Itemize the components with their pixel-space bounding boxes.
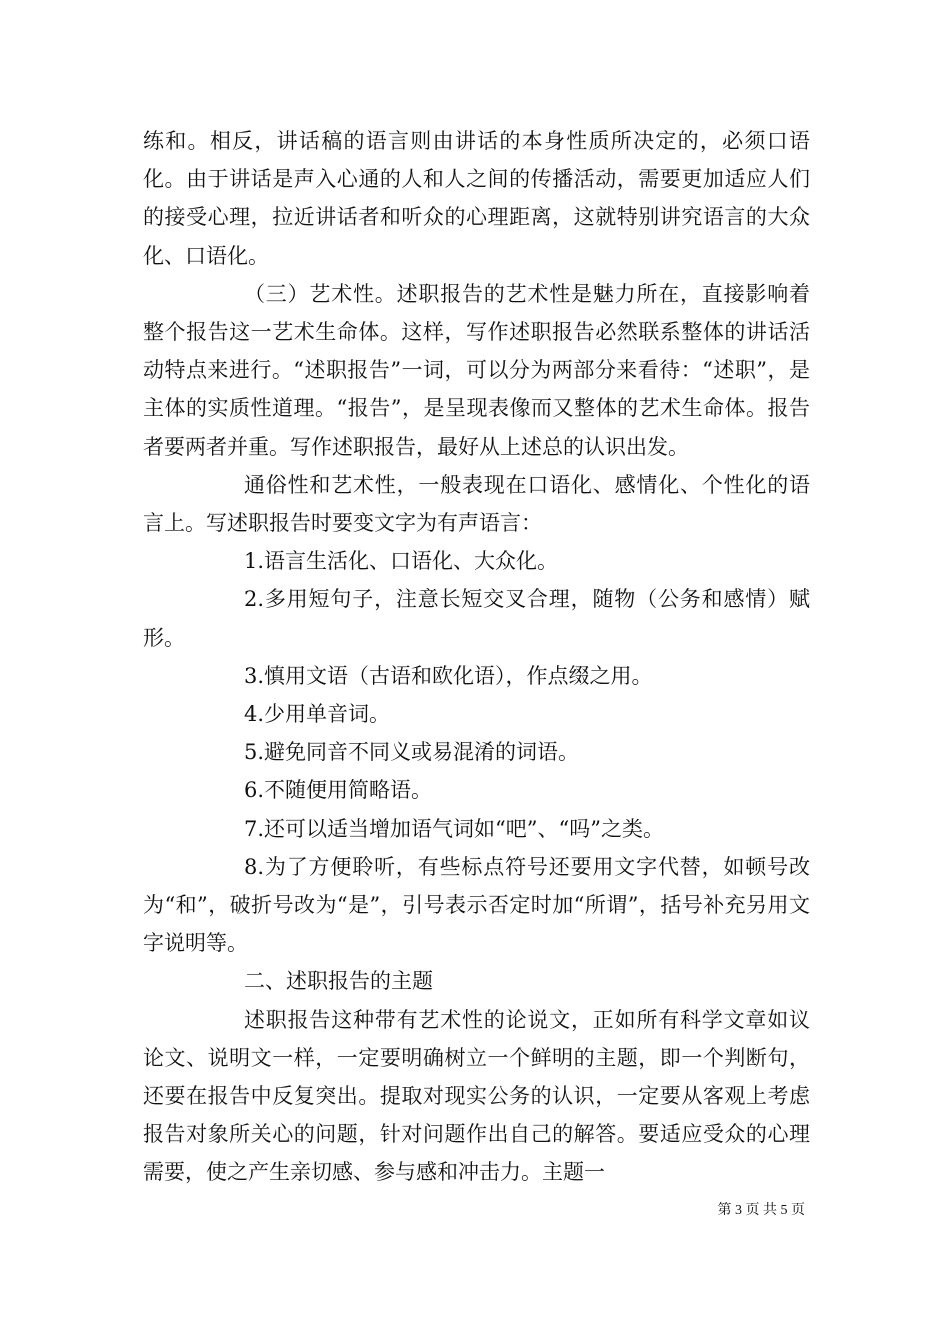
paragraph: 述职报告这种带有艺术性的论说文，正如所有科学文章如议论文、说明文一样，一定要明确树立一个鲜明的主题，即一个判断句，还要在报告中反复突出。提取对现实公务的认识，一定要从客观上考虑报告对象所关心的问题，针对问题作出自己的解答。要适应受众的心理需要，使之产生亲切感、参与感和冲击力。主题一 [143, 1007, 810, 1185]
list-item: 8.为了方便聆听，有些标点符号还要用文字代替，如顿号改为“和”，破折号改为“是”，引号表示否定时加“所谓”，括号补充另用文字说明等。 [143, 854, 810, 956]
list-item: 1.语言生活化、口语化、大众化。 [244, 549, 559, 574]
section-heading: 二、述职报告的主题 [244, 969, 433, 994]
page-number-footer: 第 3 页 共 5 页 [717, 1203, 805, 1218]
list-item: 4.少用单音词。 [244, 702, 391, 727]
paragraph: 练和。相反，讲话稿的语言则由讲话的本身性质所决定的，必须口语化。由于讲话是声入心通的人和人之间的传播活动，需要更加适应人们的接受心理，拉近讲话者和听众的心理距离，这就特别讲究语言的大众化、口语化。 [143, 129, 810, 268]
list-item: 7.还可以适当增加语气词如“吧”、“吗”之类。 [244, 816, 664, 841]
list-item: 6.不随便用简略语。 [244, 778, 433, 803]
list-item: 3.慎用文语（古语和欧化语），作点缀之用。 [244, 663, 653, 688]
list-item: 2.多用短句子，注意长短交叉合理，随物（公务和感情）赋形。 [143, 587, 810, 650]
document-body [143, 122, 810, 1192]
paragraph: 通俗性和艺术性，一般表现在口语化、感情化、个性化的语言上。写述职报告时要变文字为有声语言： [143, 472, 810, 536]
list-item: 5.避免同音不同义或易混淆的词语。 [244, 740, 580, 765]
paragraph: （三）艺术性。述职报告的艺术性是魅力所在，直接影响着整个报告这一艺术生命体。这样，写作述职报告必然联系整体的讲话活动特点来进行。“述职报告”一词，可以分为两部分来看待：“述职”，是主体的实质性道理。“报告”，是呈现表像而又整体的艺术生命体。报告者要两者并重。写作述职报告，最好从上述总的认识出发。 [143, 281, 810, 459]
